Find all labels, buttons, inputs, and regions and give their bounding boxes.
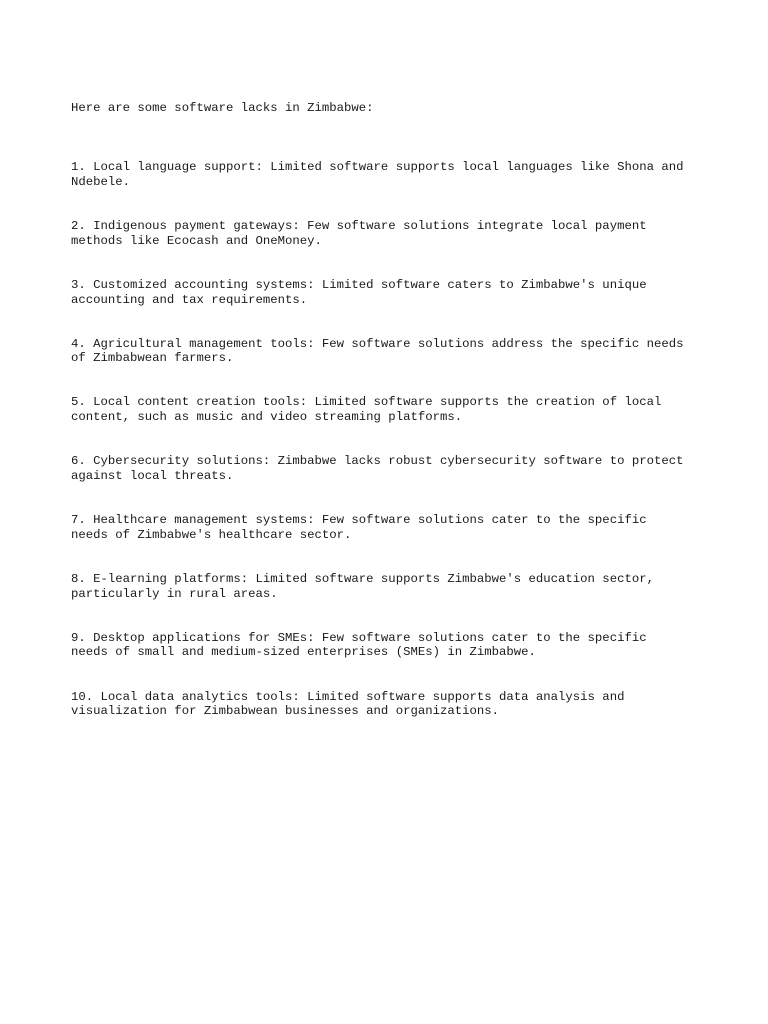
list-item-5: 5. Local content creation tools: Limited software supports the creation of local content, such as music and video streaming platforms. xyxy=(71,395,662,425)
intro-line: Here are some software lacks in Zimbabwe: xyxy=(71,101,374,116)
list-item-1: 1. Local language support: Limited software supports local languages like Shona and Ndebele. xyxy=(71,160,684,189)
list-item-8: 8. E-learning platforms: Limited software supports Zimbabwe's education sector, particularly in rural areas. xyxy=(71,571,654,601)
list-item-2: 2. Indigenous payment gateways: Few software solutions integrate local payment methods like Ecocash and OneMoney. xyxy=(71,219,647,248)
list-item-10: 10. Local data analytics tools: Limited software supports data analysis and visualization for Zimbabwean businesses and organizations. xyxy=(71,689,625,719)
list-item-4: 4. Agricultural management tools: Few software solutions address the specific needs of Zimbabwean farmers. xyxy=(71,336,684,366)
list-item-6: 6. Cybersecurity solutions: Zimbabwe lacks robust cybersecurity software to protect against local threats. xyxy=(71,454,684,483)
document-body xyxy=(71,72,711,748)
list-item-7: 7. Healthcare management systems: Few software solutions cater to the specific needs of Zimbabwe's healthcare sector. xyxy=(71,513,647,542)
list-item-9: 9. Desktop applications for SMEs: Few software solutions cater to the specific needs of small and medium-sized enterprises (SMEs) in Zimbabwe. xyxy=(71,630,647,660)
list-item-3: 3. Customized accounting systems: Limited software caters to Zimbabwe's unique accounting and tax requirements. xyxy=(71,277,647,307)
